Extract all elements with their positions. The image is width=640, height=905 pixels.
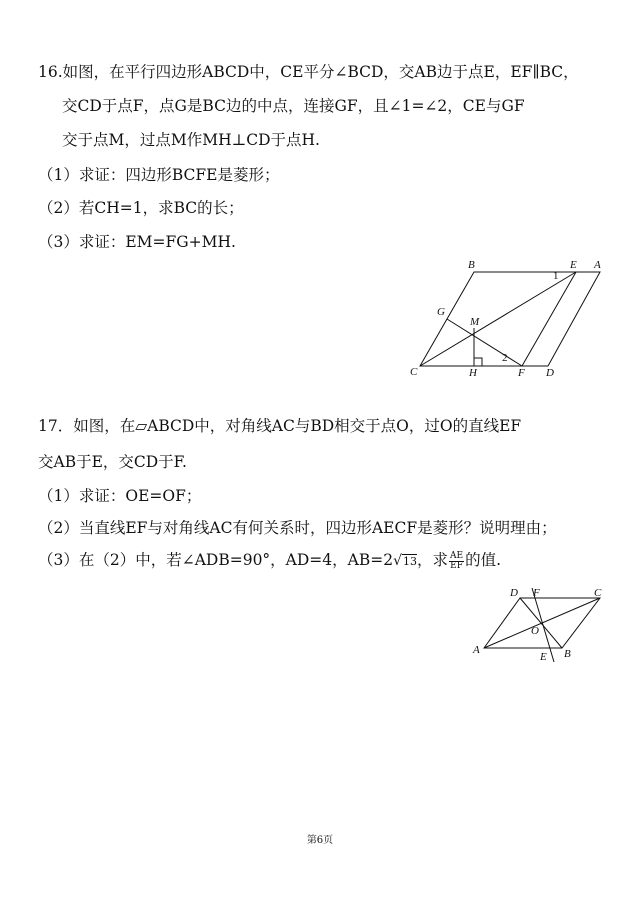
fig16-label-f: F bbox=[518, 367, 525, 377]
sqrt-sign: √ bbox=[393, 553, 403, 569]
p16-question-1: （1）求证：四边形BCFE是菱形； bbox=[38, 166, 280, 184]
fig16-label-h: H bbox=[469, 367, 477, 377]
fig16-label-c: C bbox=[410, 366, 418, 377]
fraction-numerator: AE bbox=[450, 550, 464, 561]
page-number: 第6页 bbox=[306, 835, 334, 846]
fig17-label-f: F bbox=[533, 587, 540, 599]
p17-q3-mid: ，求 bbox=[417, 551, 449, 569]
p16-question-2: （2）若CH=1，求BC的长； bbox=[38, 199, 244, 217]
segment-ce bbox=[420, 272, 576, 366]
fig16-label-b: B bbox=[468, 259, 475, 271]
p17-q3-suffix: 的值. bbox=[465, 551, 502, 569]
fig16-label-m: M bbox=[470, 316, 480, 328]
fig17-label-a: A bbox=[473, 644, 480, 656]
fraction-denominator: EF bbox=[450, 560, 463, 571]
fig17-label-c: C bbox=[594, 587, 602, 599]
fig17-label-d: D bbox=[510, 587, 518, 599]
p17-line1: 17．如图，在▱ABCD中，对角线AC与BD相交于点O，过O的直线EF bbox=[38, 417, 522, 435]
fraction-ae-ef bbox=[449, 552, 464, 571]
p16-question-3: （3）求证：EM=FG+MH. bbox=[38, 233, 236, 251]
p17-q3-prefix: （3）在（2）中，若∠ADB=90°，AD=4，AB=2 bbox=[38, 551, 394, 569]
p16-line3: 交于点M，过点M作MH⊥CD于点H. bbox=[62, 131, 320, 149]
fig17-label-b: B bbox=[564, 648, 571, 660]
fig16-label-g: G bbox=[437, 306, 445, 318]
fig16-angle-1: 1 bbox=[553, 270, 559, 282]
fig16-angle-2: 2 bbox=[502, 352, 508, 364]
p17-question-1: （1）求证：OE=OF； bbox=[38, 487, 202, 505]
fig17-label-e: E bbox=[540, 651, 547, 663]
p17-question-3 bbox=[38, 550, 501, 572]
diagonal-bd bbox=[520, 598, 562, 648]
fig16-label-d: D bbox=[546, 367, 554, 377]
fig16-label-e: E bbox=[570, 259, 577, 271]
p17-line2: 交AB于E，交CD于F. bbox=[38, 453, 187, 471]
p16-figure bbox=[400, 252, 615, 377]
p17-figure bbox=[465, 585, 615, 665]
p16-line2: 交CD于点F，点G是BC边的中点，连接GF，且∠1=∠2，CE与GF bbox=[62, 97, 525, 115]
p17-q3-radicand: 13 bbox=[403, 555, 418, 568]
segment-ef bbox=[522, 272, 576, 366]
fig17-label-o: O bbox=[531, 625, 539, 637]
right-angle-mark bbox=[474, 358, 482, 366]
fig16-label-a: A bbox=[594, 259, 601, 271]
p16-line1: 16.如图，在平行四边形ABCD中，CE平分∠BCD，交AB边于点E，EF∥BC， bbox=[38, 63, 579, 81]
p17-question-2: （2）当直线EF与对角线AC有何关系时，四边形AECF是菱形？说明理由； bbox=[38, 519, 557, 537]
